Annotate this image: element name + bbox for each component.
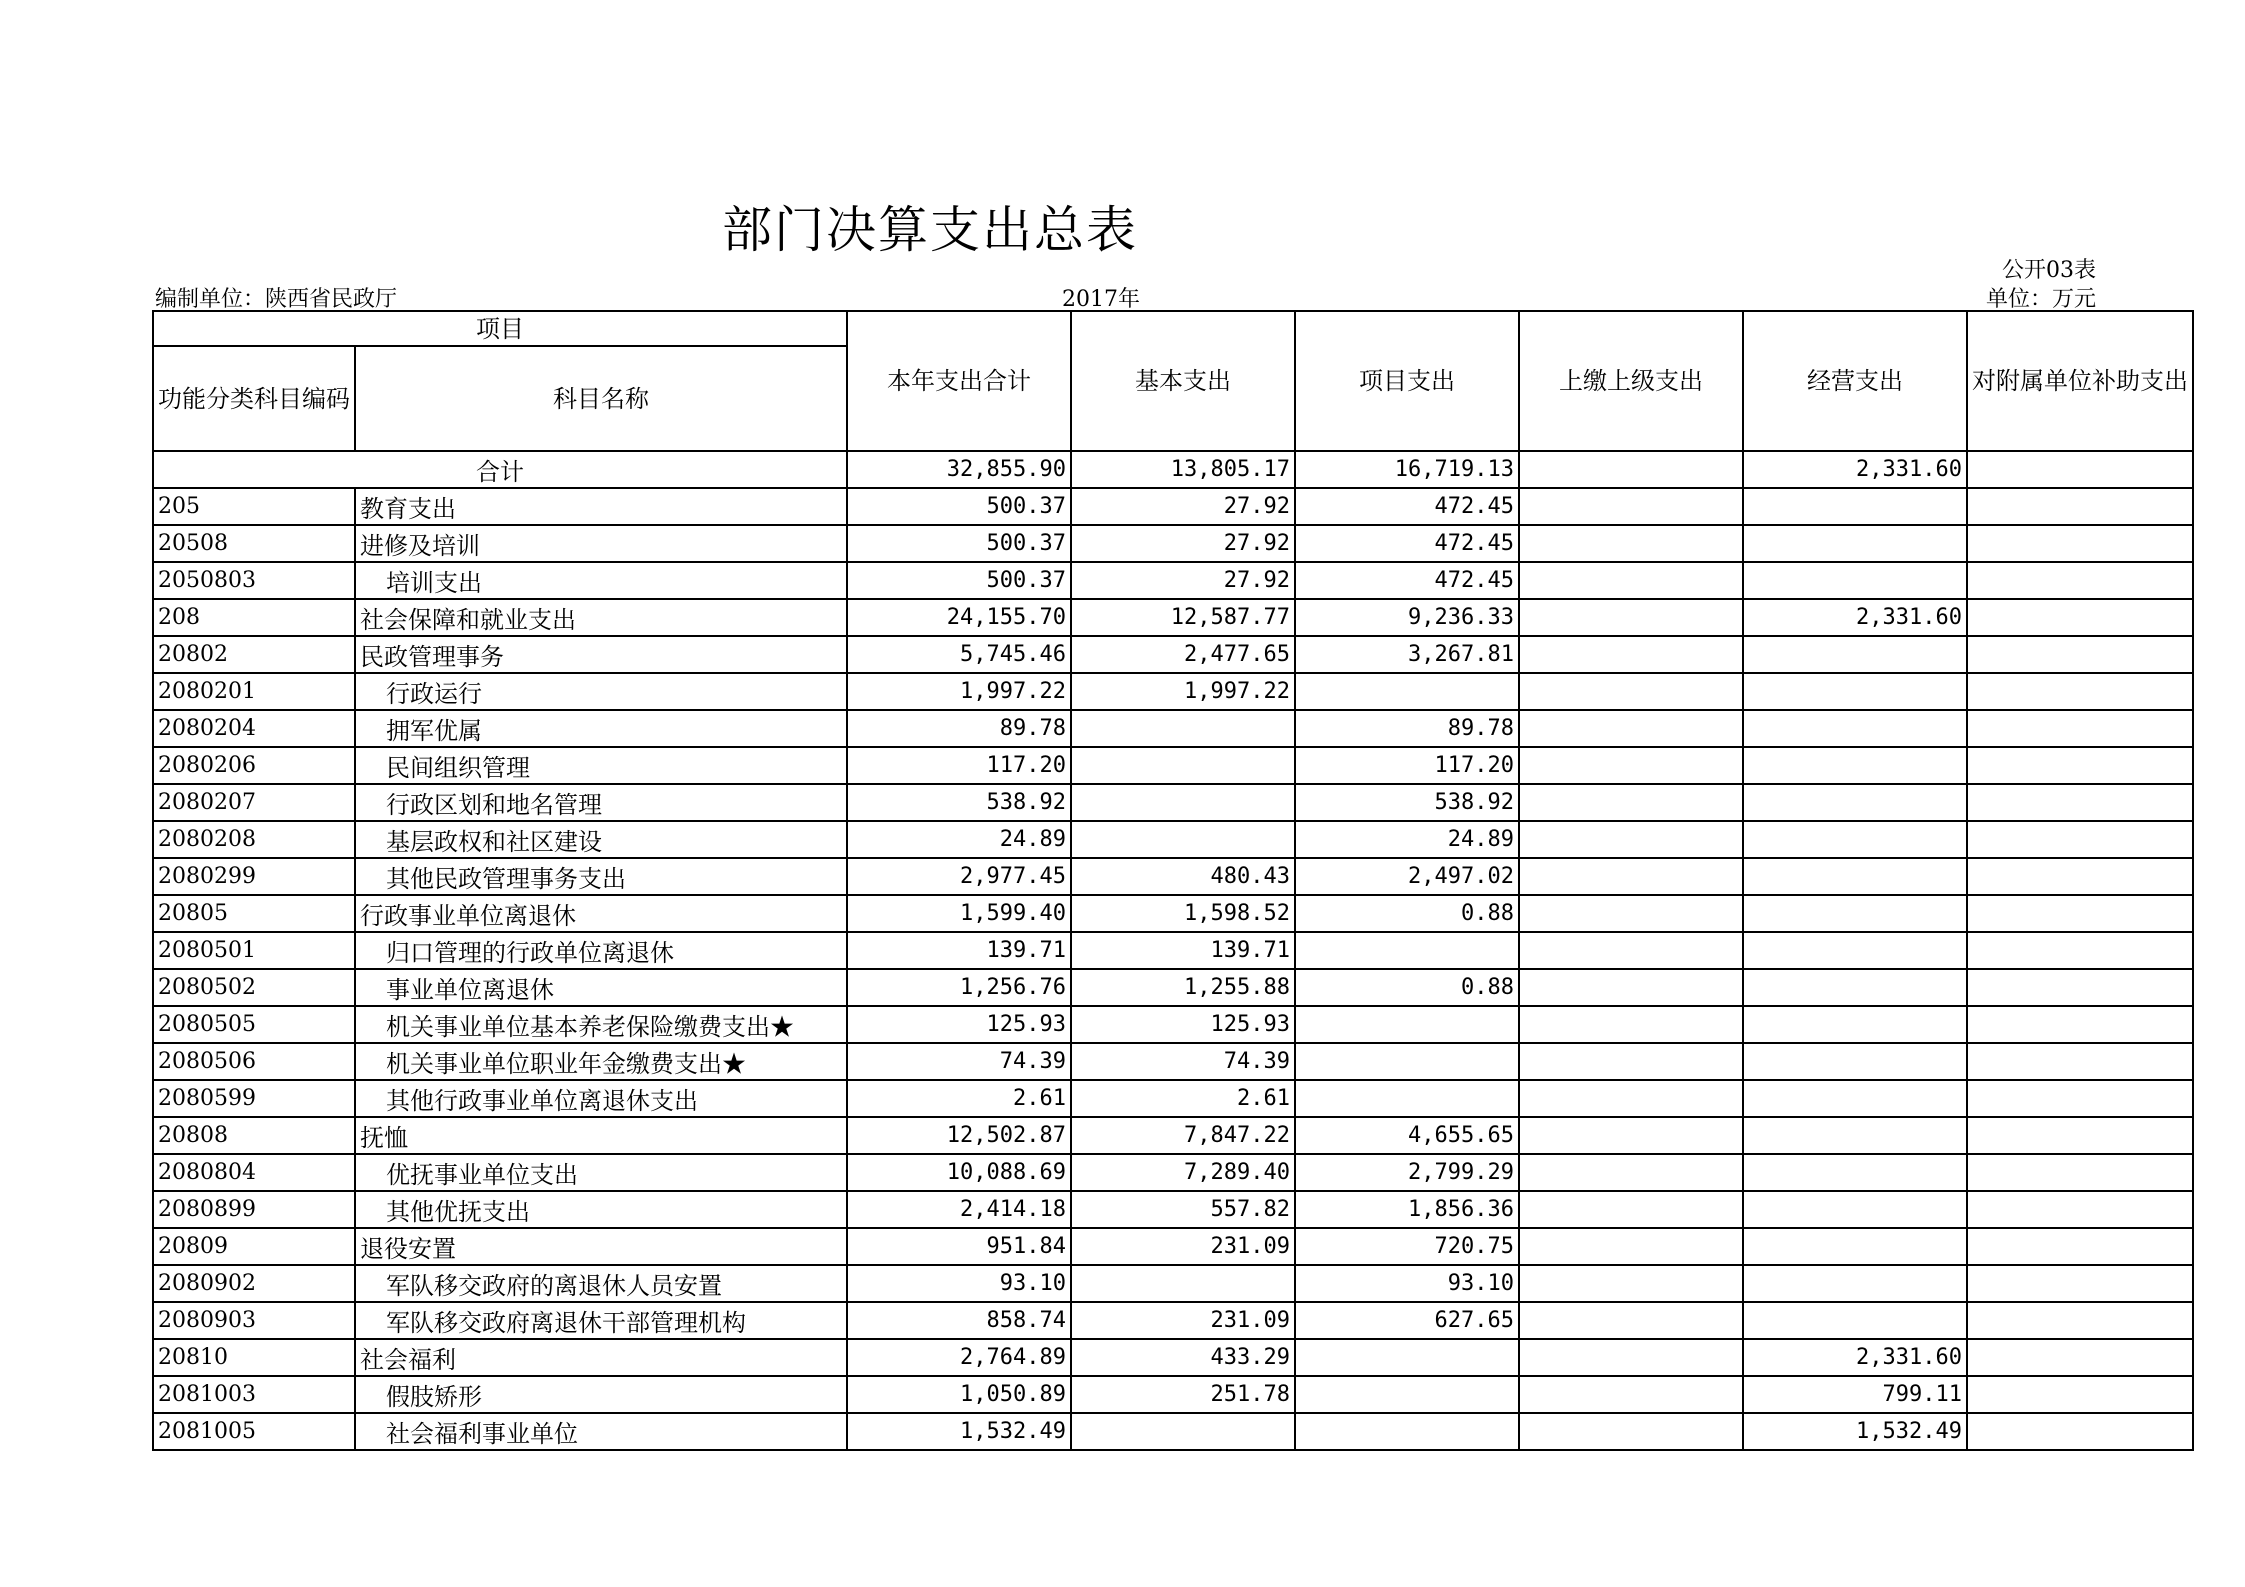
row-upper (1519, 1191, 1743, 1228)
row-basic (1071, 747, 1295, 784)
row-subsidy (1967, 1080, 2193, 1117)
row-code: 2080599 (153, 1080, 355, 1117)
table-row (153, 932, 2193, 969)
row-code: 2080506 (153, 1043, 355, 1080)
table-row (153, 895, 2193, 932)
row-total: 2,764.89 (847, 1339, 1071, 1376)
row-upper (1519, 1339, 1743, 1376)
row-total: 500.37 (847, 488, 1071, 525)
row-upper (1519, 673, 1743, 710)
row-code: 2080208 (153, 821, 355, 858)
row-name: 优抚事业单位支出 (355, 1154, 847, 1191)
row-total: 5,745.46 (847, 636, 1071, 673)
table-row (153, 821, 2193, 858)
row-project: 1,856.36 (1295, 1191, 1519, 1228)
row-name: 民间组织管理 (355, 747, 847, 784)
table-row (153, 1117, 2193, 1154)
row-code: 20810 (153, 1339, 355, 1376)
unit-label: 单位：万元 (1985, 287, 2096, 312)
row-project: 117.20 (1295, 747, 1519, 784)
row-project: 3,267.81 (1295, 636, 1519, 673)
row-business (1743, 1191, 1967, 1228)
row-subsidy (1967, 488, 2193, 525)
row-total: 2.61 (847, 1080, 1071, 1117)
row-total: 24,155.70 (847, 599, 1071, 636)
row-name: 教育支出 (355, 488, 847, 525)
row-name: 事业单位离退休 (355, 969, 847, 1006)
row-business (1743, 1302, 1967, 1339)
row-basic: 231.09 (1071, 1228, 1295, 1265)
header-business: 经营支出 (1743, 311, 1967, 451)
row-code: 2080207 (153, 784, 355, 821)
row-upper (1519, 1043, 1743, 1080)
table-row (153, 1302, 2193, 1339)
row-name: 社会保障和就业支出 (355, 599, 847, 636)
row-project: 0.88 (1295, 969, 1519, 1006)
row-project (1295, 1080, 1519, 1117)
row-upper (1519, 1117, 1743, 1154)
row-basic: 7,847.22 (1071, 1117, 1295, 1154)
row-basic: 231.09 (1071, 1302, 1295, 1339)
row-subsidy (1967, 821, 2193, 858)
table-row (153, 599, 2193, 636)
row-upper (1519, 599, 1743, 636)
row-upper (1519, 562, 1743, 599)
row-code: 20809 (153, 1228, 355, 1265)
row-name: 其他民政管理事务支出 (355, 858, 847, 895)
row-name: 归口管理的行政单位离退休 (355, 932, 847, 969)
row-subsidy (1967, 1191, 2193, 1228)
row-name: 拥军优属 (355, 710, 847, 747)
row-project (1295, 673, 1519, 710)
row-name: 行政事业单位离退休 (355, 895, 847, 932)
row-code: 2080502 (153, 969, 355, 1006)
row-basic: 27.92 (1071, 525, 1295, 562)
row-basic: 2.61 (1071, 1080, 1295, 1117)
row-upper (1519, 636, 1743, 673)
row-subsidy (1967, 1228, 2193, 1265)
row-total: 125.93 (847, 1006, 1071, 1043)
row-subsidy (1967, 858, 2193, 895)
row-code: 20802 (153, 636, 355, 673)
row-code: 2080902 (153, 1265, 355, 1302)
row-project: 4,655.65 (1295, 1117, 1519, 1154)
row-project (1295, 1376, 1519, 1413)
row-business (1743, 1006, 1967, 1043)
row-total: 89.78 (847, 710, 1071, 747)
row-subsidy (1967, 1302, 2193, 1339)
row-business (1743, 932, 1967, 969)
row-code: 205 (153, 488, 355, 525)
sum-project: 16,719.13 (1295, 451, 1519, 488)
row-subsidy (1967, 1154, 2193, 1191)
table-row (153, 710, 2193, 747)
row-total: 117.20 (847, 747, 1071, 784)
header-item: 项目 (153, 311, 847, 346)
row-subsidy (1967, 525, 2193, 562)
row-total: 10,088.69 (847, 1154, 1071, 1191)
row-code: 2080501 (153, 932, 355, 969)
row-project: 472.45 (1295, 525, 1519, 562)
row-business (1743, 747, 1967, 784)
expenditure-table (152, 310, 2194, 1451)
row-code: 2050803 (153, 562, 355, 599)
header-code: 功能分类科目编码 (153, 346, 355, 451)
header-subsidy: 对附属单位补助支出 (1967, 311, 2193, 451)
row-business (1743, 1265, 1967, 1302)
row-business (1743, 821, 1967, 858)
table-row (153, 673, 2193, 710)
sum-basic: 13,805.17 (1071, 451, 1295, 488)
row-subsidy (1967, 969, 2193, 1006)
row-total: 951.84 (847, 1228, 1071, 1265)
row-upper (1519, 1228, 1743, 1265)
row-business (1743, 710, 1967, 747)
row-project: 24.89 (1295, 821, 1519, 858)
row-total: 1,256.76 (847, 969, 1071, 1006)
row-business (1743, 1117, 1967, 1154)
row-business (1743, 562, 1967, 599)
row-subsidy (1967, 1117, 2193, 1154)
row-subsidy (1967, 636, 2193, 673)
row-upper (1519, 821, 1743, 858)
row-project (1295, 1043, 1519, 1080)
header-total: 本年支出合计 (847, 311, 1071, 451)
row-code: 2080505 (153, 1006, 355, 1043)
row-name: 基层政权和社区建设 (355, 821, 847, 858)
row-business (1743, 525, 1967, 562)
row-subsidy (1967, 747, 2193, 784)
row-total: 1,532.49 (847, 1413, 1071, 1450)
sum-label: 合计 (153, 451, 847, 488)
year-label: 2017年 (1062, 287, 1140, 312)
row-total: 74.39 (847, 1043, 1071, 1080)
row-project: 538.92 (1295, 784, 1519, 821)
sum-upper (1519, 451, 1743, 488)
row-upper (1519, 488, 1743, 525)
sum-subsidy (1967, 451, 2193, 488)
table-row (153, 1339, 2193, 1376)
row-basic: 433.29 (1071, 1339, 1295, 1376)
sum-row (153, 451, 2193, 488)
row-project: 89.78 (1295, 710, 1519, 747)
table-row (153, 1265, 2193, 1302)
row-project (1295, 1339, 1519, 1376)
row-business (1743, 1154, 1967, 1191)
row-upper (1519, 525, 1743, 562)
row-subsidy (1967, 1006, 2193, 1043)
row-basic: 27.92 (1071, 562, 1295, 599)
row-name: 社会福利事业单位 (355, 1413, 847, 1450)
row-upper (1519, 710, 1743, 747)
row-code: 2081003 (153, 1376, 355, 1413)
table-row (153, 1006, 2193, 1043)
row-name: 抚恤 (355, 1117, 847, 1154)
row-total: 500.37 (847, 562, 1071, 599)
row-business: 799.11 (1743, 1376, 1967, 1413)
row-code: 2080206 (153, 747, 355, 784)
row-total: 2,414.18 (847, 1191, 1071, 1228)
row-code: 2080201 (153, 673, 355, 710)
row-basic: 125.93 (1071, 1006, 1295, 1043)
row-name: 其他行政事业单位离退休支出 (355, 1080, 847, 1117)
table-row (153, 1043, 2193, 1080)
row-business: 2,331.60 (1743, 599, 1967, 636)
row-basic (1071, 710, 1295, 747)
row-basic: 2,477.65 (1071, 636, 1295, 673)
row-subsidy (1967, 1413, 2193, 1450)
row-name: 退役安置 (355, 1228, 847, 1265)
row-basic: 139.71 (1071, 932, 1295, 969)
row-upper (1519, 1080, 1743, 1117)
row-basic: 1,255.88 (1071, 969, 1295, 1006)
table-row (153, 525, 2193, 562)
sum-total: 32,855.90 (847, 451, 1071, 488)
row-subsidy (1967, 1339, 2193, 1376)
row-total: 2,977.45 (847, 858, 1071, 895)
row-upper (1519, 1376, 1743, 1413)
row-project (1295, 932, 1519, 969)
header-name: 科目名称 (355, 346, 847, 451)
row-basic (1071, 1265, 1295, 1302)
row-name: 社会福利 (355, 1339, 847, 1376)
table-row (153, 1228, 2193, 1265)
sum-business: 2,331.60 (1743, 451, 1967, 488)
row-basic: 1,598.52 (1071, 895, 1295, 932)
row-code: 2081005 (153, 1413, 355, 1450)
row-name: 军队移交政府离退休干部管理机构 (355, 1302, 847, 1339)
row-business (1743, 1043, 1967, 1080)
header-upper: 上缴上级支出 (1519, 311, 1743, 451)
row-code: 2080204 (153, 710, 355, 747)
row-total: 1,997.22 (847, 673, 1071, 710)
header-basic: 基本支出 (1071, 311, 1295, 451)
table-row (153, 1413, 2193, 1450)
row-upper (1519, 858, 1743, 895)
table-row (153, 488, 2193, 525)
row-upper (1519, 1006, 1743, 1043)
row-upper (1519, 747, 1743, 784)
table-row (153, 1191, 2193, 1228)
row-code: 2080903 (153, 1302, 355, 1339)
table-row (153, 858, 2193, 895)
row-total: 12,502.87 (847, 1117, 1071, 1154)
row-upper (1519, 1265, 1743, 1302)
table-row (153, 969, 2193, 1006)
row-business (1743, 673, 1967, 710)
row-name: 其他优抚支出 (355, 1191, 847, 1228)
row-code: 2080804 (153, 1154, 355, 1191)
row-project: 9,236.33 (1295, 599, 1519, 636)
row-project: 720.75 (1295, 1228, 1519, 1265)
row-total: 24.89 (847, 821, 1071, 858)
row-total: 93.10 (847, 1265, 1071, 1302)
row-total: 1,050.89 (847, 1376, 1071, 1413)
row-code: 2080899 (153, 1191, 355, 1228)
table-row (153, 1080, 2193, 1117)
row-basic: 557.82 (1071, 1191, 1295, 1228)
table-row (153, 1154, 2193, 1191)
row-subsidy (1967, 784, 2193, 821)
row-project: 627.65 (1295, 1302, 1519, 1339)
row-name: 机关事业单位职业年金缴费支出★ (355, 1043, 847, 1080)
row-upper (1519, 1413, 1743, 1450)
row-basic: 251.78 (1071, 1376, 1295, 1413)
row-name: 民政管理事务 (355, 636, 847, 673)
row-subsidy (1967, 1043, 2193, 1080)
table-row (153, 1376, 2193, 1413)
page-title: 部门决算支出总表 (722, 201, 1138, 259)
row-total: 1,599.40 (847, 895, 1071, 932)
row-project (1295, 1413, 1519, 1450)
row-basic: 74.39 (1071, 1043, 1295, 1080)
row-upper (1519, 932, 1743, 969)
row-code: 20508 (153, 525, 355, 562)
row-name: 假肢矫形 (355, 1376, 847, 1413)
header-project: 项目支出 (1295, 311, 1519, 451)
row-subsidy (1967, 710, 2193, 747)
row-code: 20805 (153, 895, 355, 932)
row-subsidy (1967, 1265, 2193, 1302)
row-basic: 27.92 (1071, 488, 1295, 525)
row-total: 858.74 (847, 1302, 1071, 1339)
row-basic (1071, 1413, 1295, 1450)
row-basic (1071, 784, 1295, 821)
table-row (153, 784, 2193, 821)
row-business: 2,331.60 (1743, 1339, 1967, 1376)
row-subsidy (1967, 673, 2193, 710)
row-project: 2,799.29 (1295, 1154, 1519, 1191)
row-project: 472.45 (1295, 562, 1519, 599)
row-basic: 480.43 (1071, 858, 1295, 895)
row-business (1743, 488, 1967, 525)
row-basic: 1,997.22 (1071, 673, 1295, 710)
row-name: 行政运行 (355, 673, 847, 710)
row-upper (1519, 969, 1743, 1006)
row-business (1743, 1080, 1967, 1117)
row-project: 2,497.02 (1295, 858, 1519, 895)
row-name: 行政区划和地名管理 (355, 784, 847, 821)
row-subsidy (1967, 562, 2193, 599)
row-business (1743, 895, 1967, 932)
row-upper (1519, 1302, 1743, 1339)
row-business (1743, 636, 1967, 673)
row-name: 培训支出 (355, 562, 847, 599)
row-upper (1519, 1154, 1743, 1191)
row-code: 2080299 (153, 858, 355, 895)
row-business (1743, 784, 1967, 821)
table-row (153, 747, 2193, 784)
row-total: 500.37 (847, 525, 1071, 562)
row-total: 139.71 (847, 932, 1071, 969)
organization-label: 编制单位：陕西省民政厅 (155, 287, 398, 312)
row-name: 机关事业单位基本养老保险缴费支出★ (355, 1006, 847, 1043)
row-project: 472.45 (1295, 488, 1519, 525)
row-project (1295, 1006, 1519, 1043)
row-basic: 12,587.77 (1071, 599, 1295, 636)
row-business (1743, 969, 1967, 1006)
row-subsidy (1967, 932, 2193, 969)
row-project: 93.10 (1295, 1265, 1519, 1302)
row-upper (1519, 895, 1743, 932)
row-subsidy (1967, 599, 2193, 636)
row-code: 208 (153, 599, 355, 636)
row-business (1743, 1228, 1967, 1265)
table-row (153, 562, 2193, 599)
row-name: 进修及培训 (355, 525, 847, 562)
row-basic (1071, 821, 1295, 858)
row-business (1743, 858, 1967, 895)
row-project: 0.88 (1295, 895, 1519, 932)
row-upper (1519, 784, 1743, 821)
table-row (153, 636, 2193, 673)
row-subsidy (1967, 895, 2193, 932)
form-number: 公开03表 (2002, 258, 2096, 283)
row-total: 538.92 (847, 784, 1071, 821)
row-name: 军队移交政府的离退休人员安置 (355, 1265, 847, 1302)
row-subsidy (1967, 1376, 2193, 1413)
row-code: 20808 (153, 1117, 355, 1154)
row-basic: 7,289.40 (1071, 1154, 1295, 1191)
row-business: 1,532.49 (1743, 1413, 1967, 1450)
